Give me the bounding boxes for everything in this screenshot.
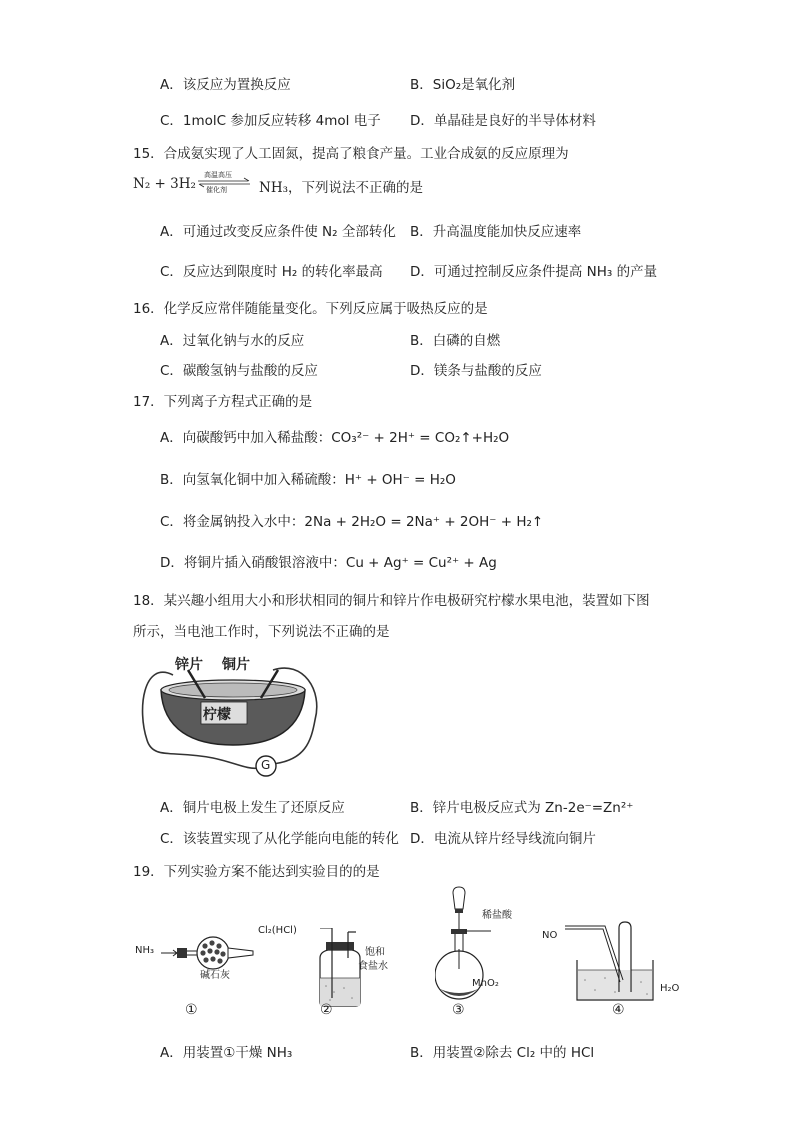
- q15-option-d: D．可通过控制反应条件提高 NH₃ 的产量: [410, 264, 658, 280]
- q16-option-b: B．白磷的自燃: [410, 333, 501, 349]
- q17-option-c: C．将金属钠投入水中：2Na + 2H₂O = 2Na⁺ + 2OH⁻ + H₂↑: [160, 514, 544, 530]
- q15-option-b: B．升高温度能加快反应速率: [410, 224, 582, 240]
- q17-option-d: D．将铜片插入硝酸银溶液中：Cu + Ag⁺ = Cu²⁺ + Ag: [160, 555, 497, 571]
- q14-option-c: C．1molC 参加反应转移 4mol 电子: [160, 113, 381, 129]
- q15-option-a: A．可通过改变反应条件使 N₂ 全部转化: [160, 224, 396, 240]
- q19-option-b: B．用装置②除去 Cl₂ 中的 HCl: [410, 1045, 595, 1061]
- q14-option-d: D．单晶硅是良好的半导体材料: [410, 113, 596, 129]
- q15-eq-left: N₂ + 3H₂: [133, 176, 196, 192]
- fig3-number: ③: [452, 1002, 465, 1018]
- q15-option-c: C．反应达到限度时 H₂ 的转化率最高: [160, 264, 383, 280]
- fig-cu-label: 铜片: [222, 657, 250, 673]
- fig4-number: ④: [612, 1002, 625, 1018]
- q18-stem-line2: 所示，当电池工作时，下列说法不正确的是: [133, 624, 390, 640]
- q16-option-c: C．碳酸氢钠与盐酸的反应: [160, 363, 318, 379]
- fig1-reagent-label: 碱石灰: [200, 970, 230, 981]
- fig2-label-line2: 食盐水: [358, 961, 388, 972]
- fig4-water-label: H₂O: [660, 983, 680, 994]
- fig-zn-label: 锌片: [175, 657, 203, 673]
- q19-option-a: A．用装置①干燥 NH₃: [160, 1045, 293, 1061]
- q17-stem: 17．下列离子方程式正确的是: [133, 394, 313, 410]
- q14-option-b: B．SiO₂是氧化剂: [410, 77, 516, 93]
- q18-option-c: C．该装置实现了从化学能向电能的转化: [160, 831, 399, 847]
- fig3-acid-label: 稀盐酸: [482, 910, 512, 921]
- q15-eq-bottom: 催化剂: [206, 186, 227, 194]
- fig3-solid-label: MnO₂: [472, 978, 499, 989]
- q18-option-b: B．锌片电极反应式为 Zn-2e⁻=Zn²⁺: [410, 800, 634, 816]
- water-trough-figure: [565, 920, 665, 1002]
- q16-stem: 16．化学反应常伴随能量变化。下列反应属于吸热反应的是: [133, 301, 488, 317]
- q15-eq-arrow: [196, 170, 254, 194]
- q16-option-d: D．镁条与盐酸的反应: [410, 363, 542, 379]
- fig-lemon-label: 柠檬: [203, 707, 231, 723]
- q17-option-b: B．向氢氧化铜中加入稀硫酸：H⁺ + OH⁻ = H₂O: [160, 472, 456, 488]
- fig1-gas-label: NH₃: [135, 945, 155, 956]
- q17-option-a: A．向碳酸钙中加入稀盐酸：CO₃²⁻ + 2H⁺ = CO₂↑+H₂O: [160, 430, 510, 446]
- q15-stem: 15．合成氨实现了人工固氮，提高了粮食产量。工业合成氨的反应原理为: [133, 146, 569, 162]
- fig2-gas-label: Cl₂(HCl): [258, 925, 297, 936]
- q16-option-a: A．过氧化钠与水的反应: [160, 333, 305, 349]
- fig-meter-label: G: [261, 758, 271, 772]
- q18-option-a: A．铜片电极上发生了还原反应: [160, 800, 345, 816]
- fig2-label-line1: 饱和: [365, 947, 385, 958]
- q18-stem-line1: 18．某兴趣小组用大小和形状相同的铜片和锌片作电极研究柠檬水果电池，装置如下图: [133, 593, 650, 609]
- q15-eq-top: 高温高压: [204, 171, 232, 179]
- q14-option-a: A．该反应为置换反应: [160, 77, 291, 93]
- q15-eq-right: NH₃，下列说法不正确的是: [259, 180, 423, 196]
- q18-option-d: D．电流从锌片经导线流向铜片: [410, 831, 596, 847]
- fig4-gas-label: NO: [542, 930, 558, 941]
- fig1-number: ①: [185, 1002, 198, 1018]
- q19-stem: 19．下列实验方案不能达到实验目的的是: [133, 864, 380, 880]
- fig2-number: ②: [320, 1002, 333, 1018]
